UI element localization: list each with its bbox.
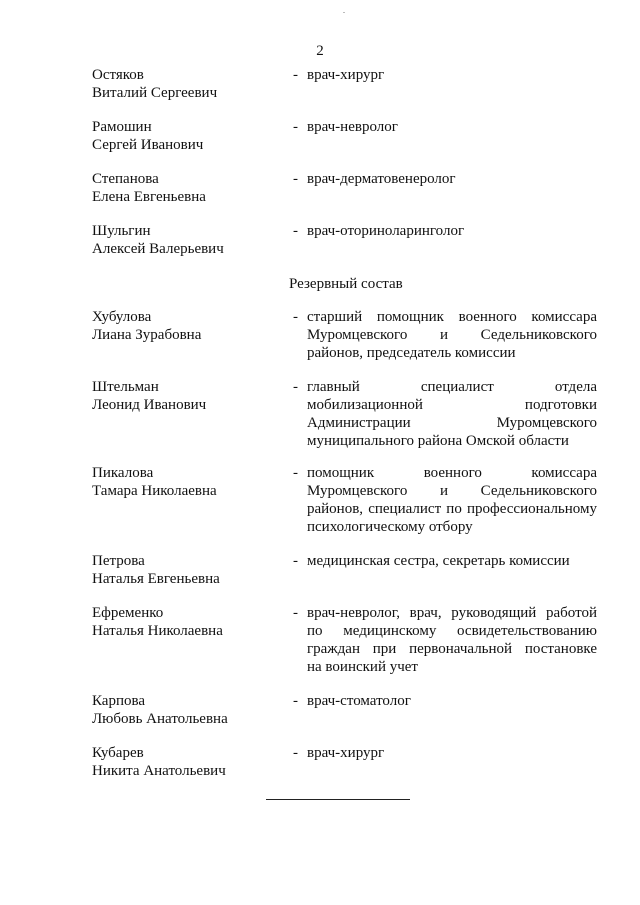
entry-dash: - [293,693,298,709]
section-title: Резервный состав [289,276,403,292]
role-line: граждан при первоначальной постановке [307,641,597,657]
reserve-member-entry [0,692,640,727]
entry-dash: - [293,223,298,239]
member-name [92,222,282,258]
member-name [92,464,282,500]
member-role [307,308,597,362]
member-given-names: Наталья Николаевна [92,623,223,639]
member-given-names: Лиана Зурабовна [92,327,202,343]
member-role [307,170,597,188]
member-role [307,464,597,536]
entry-dash: - [293,465,298,481]
role-line: психологическому отбору [307,519,473,535]
reserve-member-entry [0,308,640,361]
member-entry [0,170,640,205]
member-role [307,744,597,762]
entry-dash: - [293,379,298,395]
role-line: врач-невролог [307,119,398,135]
entry-dash: - [293,171,298,187]
scan-mark [343,12,345,13]
member-name [92,66,282,102]
role-line: врач-хирург [307,745,385,761]
entry-dash: - [293,553,298,569]
member-entry [0,222,640,257]
member-surname: Ефременко [92,605,164,621]
role-line: врач-стоматолог [307,693,411,709]
role-line: главный специалист отдела [307,379,597,395]
role-line: врач-хирург [307,67,385,83]
reserve-member-entry [0,604,640,675]
member-given-names: Елена Евгеньевна [92,189,206,205]
member-surname: Хубулова [92,309,152,325]
role-line: врач-оториноларинголог [307,223,465,239]
member-surname: Шульгин [92,223,151,239]
member-role [307,222,597,240]
member-surname: Кубарев [92,745,144,761]
role-line: врач-дерматовенеролог [307,171,456,187]
member-given-names: Алексей Валерьевич [92,241,224,257]
member-name [92,604,282,640]
member-name [92,692,282,728]
member-role [307,692,597,710]
role-line: на воинский учет [307,659,418,675]
role-line: медицинская сестра, секретарь комиссии [307,553,570,569]
member-given-names: Никита Анатольевич [92,763,226,779]
member-name [92,378,282,414]
role-line: по медицинскому освидетельствованию [307,623,597,639]
member-name [92,552,282,588]
role-line: муниципального района Омской области [307,433,569,449]
member-given-names: Тамара Николаевна [92,483,217,499]
entry-dash: - [293,745,298,761]
entry-dash: - [293,119,298,135]
member-role [307,66,597,84]
role-line: врач-невролог, врач, руководящий работой [307,605,597,621]
member-surname: Карпова [92,693,146,709]
entry-dash: - [293,605,298,621]
member-given-names: Любовь Анатольевна [92,711,228,727]
reserve-member-entry [0,744,640,779]
member-surname: Штельман [92,379,159,395]
member-role [307,378,597,450]
member-role [307,552,597,570]
member-name [92,118,282,154]
member-given-names: Виталий Сергеевич [92,85,218,101]
page-number: 2 [316,43,324,59]
member-entry [0,118,640,153]
reserve-member-entry [0,552,640,587]
member-name [92,170,282,206]
member-given-names: Сергей Иванович [92,137,204,153]
reserve-member-entry [0,378,640,449]
role-line: помощник военного комиссара [307,465,597,481]
role-line: Муромцевского и Седельниковского [307,483,597,499]
role-line: старший помощник военного комиссара [307,309,597,325]
role-line: Администрации Муромцевского [307,415,597,431]
member-name [92,744,282,780]
member-surname: Пикалова [92,465,154,481]
role-line: районов, председатель комиссии [307,345,516,361]
member-role [307,604,597,676]
member-entry [0,66,640,101]
member-given-names: Наталья Евгеньевна [92,571,220,587]
reserve-member-entry [0,464,640,535]
member-surname: Степанова [92,171,159,187]
member-surname: Петрова [92,553,145,569]
closing-rule [266,799,410,800]
entry-dash: - [293,67,298,83]
member-surname: Рамошин [92,119,152,135]
member-role [307,118,597,136]
member-name [92,308,282,344]
role-line: мобилизационной подготовки [307,397,597,413]
role-line: районов, специалист по профессиональному [307,501,597,517]
role-line: Муромцевского и Седельниковского [307,327,597,343]
entry-dash: - [293,309,298,325]
member-given-names: Леонид Иванович [92,397,207,413]
member-surname: Остяков [92,67,144,83]
